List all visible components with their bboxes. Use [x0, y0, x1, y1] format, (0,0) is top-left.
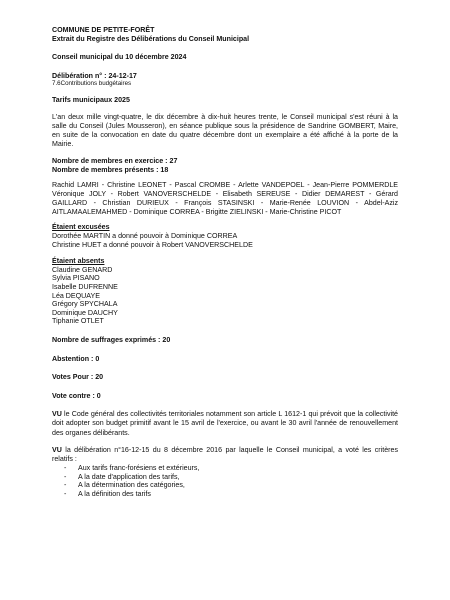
votes-pour-count: Votes Pour : 20 [52, 373, 104, 382]
critere-item: - Aux tarifs franc-forésiens et extérieurs, [64, 464, 200, 473]
critere-item: - A la détermination des catégories, [64, 481, 185, 490]
deliberation-page [52, 26, 398, 499]
vu-label: VU [52, 410, 62, 419]
deliberation-number: Délibération n° : 24-12-17 [52, 71, 137, 80]
count-exercice: Nombre de membres en exercice : 27 [52, 157, 178, 166]
presents-list: Rachid LAMRI - Christine LEONET - Pascal CROMBE - Arlette VANDEPOEL - Jean-Pierre POMMERDLE Véronique JOLY - Robert VANOVERSCHELDE - Elisabeth SEREUSE - Didier DEMAREST - Gérard GAILLARD - Christian DURIEUX - François STASINSKI - Marie-Renée LOUVION - Abdel-Aziz AITLAMAALEMAHMED - Dominique CORREA - Brigitte ZIELINSKI - Marie-Christine PICOT [52, 180, 398, 217]
excuse-item: Dorothée MARTIN a donné pouvoir à Dominique CORREA [52, 231, 238, 240]
critere-item: - A la définition des tarifs [64, 490, 151, 499]
count-presents: Nombre de membres présents : 18 [52, 165, 169, 174]
criteres-list [52, 464, 398, 498]
intro-paragraph: L'an deux mille vingt-quatre, le dix décembre à dix-huit heures trente, le Conseil municipal s'est réuni à la salle du Conseil (Jules Mousseron), en séance publique sous la présidence de Sandrine GOMBERT, Maire, en suite de la convocation en date du quatre décembre dont un exemplaire a été affiché à la porte de la Mairie. [52, 112, 398, 149]
deliberation-category: 7.6Contributions budgétaires [52, 80, 132, 88]
absent-item: Grégory SPYCHALA [52, 300, 118, 309]
excuses-title: Étaient excusées [52, 223, 110, 232]
vu-label: VU [52, 445, 62, 454]
absent-item: Sylvia PISANO [52, 274, 100, 283]
absent-item: Léa DEQUAYE [52, 291, 100, 300]
absents-title: Étaient absents [52, 257, 105, 266]
suffrages-count: Nombre de suffrages exprimés : 20 [52, 335, 171, 344]
vu-code-paragraph [52, 410, 398, 438]
commune-name: COMMUNE DE PETITE-FORÊT [52, 26, 155, 34]
critere-item: - A la date d'application des tarifs, [64, 472, 180, 481]
vu-deliberation-paragraph [52, 446, 398, 464]
abstention-count: Abstention : 0 [52, 354, 100, 363]
absent-item: Isabelle DUFRENNE [52, 282, 118, 291]
excuse-item: Christine HUET a donné pouvoir à Robert VANOVERSCHELDE [52, 240, 253, 249]
absent-item: Tiphanie OTLET [52, 317, 104, 326]
vu-deliberation-text: la délibération n°16-12-15 du 8 décembre 2016 par laquelle le Conseil municipal, a voté les critères relatifs : [52, 445, 398, 464]
votes-contre-count: Vote contre : 0 [52, 391, 101, 400]
absent-item: Claudine GENARD [52, 265, 113, 274]
seance-title: Conseil municipal du 10 décembre 2024 [52, 53, 187, 62]
vu-code-text: le Code général des collectivités territoriales notamment son article L 1612-1 qui prévoit que la collectivité doit adopter son budget primitif avant le 15 avril de l'exercice, ou avant le 30 avril l'année de renouvellement des organes délibérants. [52, 410, 398, 437]
absent-item: Dominique DAUCHY [52, 308, 118, 317]
deliberation-object: Tarifs municipaux 2025 [52, 95, 130, 104]
registre-subtitle: Extrait du Registre des Délibérations du Conseil Municipal [52, 34, 250, 43]
